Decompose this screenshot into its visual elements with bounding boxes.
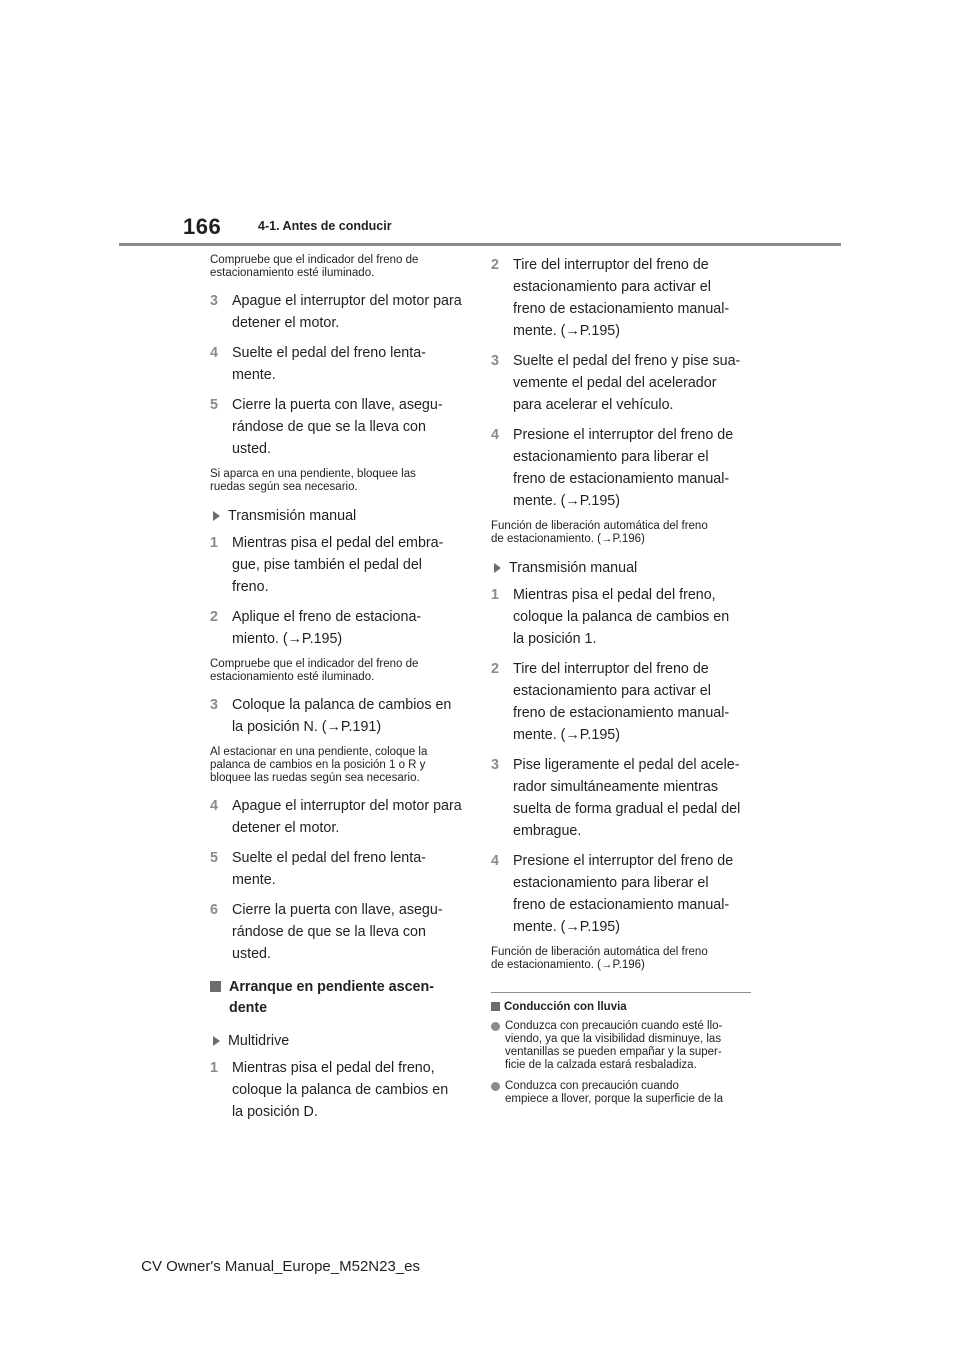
step: 2 Tire del interruptor del freno de estacionamiento para activar el freno de estacionamiento manual- mente. (→P.195) <box>491 658 751 746</box>
step: 2 Tire del interruptor del freno de estacionamiento para activar el freno de estacionamiento manual- mente. (→P.195) <box>491 254 751 342</box>
step-number: 5 <box>210 397 218 413</box>
step: 4 Apague el interruptor del motor para detener el motor. <box>210 795 472 839</box>
step: 5 Suelte el pedal del freno lenta- mente. <box>210 847 472 891</box>
step-number: 4 <box>210 345 218 361</box>
header-rule <box>119 243 841 246</box>
left-column <box>210 254 472 1131</box>
list-item: Conduzca con precaución cuando esté llo- viendo, ya que la visibilidad disminuye, las ventanillas se pueden empañar y la super- ficie de la calzada estará resbaladiza. <box>491 1020 751 1072</box>
section-title: 4-1. Antes de conducir <box>258 219 392 233</box>
step-number: 3 <box>210 697 218 713</box>
note: Compruebe que el indicador del freno de estacionamiento esté iluminado. <box>210 254 419 279</box>
triangle-bullet-icon <box>213 511 220 521</box>
step: 6 Cierre la puerta con llave, asegu- rándose de que se la lleva con usted. <box>210 899 472 965</box>
step: 5 Cierre la puerta con llave, asegu- rándose de que se la lleva con usted. <box>210 394 472 460</box>
note: Compruebe que el indicador del freno de estacionamiento esté iluminado. <box>210 658 419 683</box>
note: Al estacionar en una pendiente, coloque la palanca de cambios en la posición 1 o R y bloquee las ruedas según sea necesario. <box>210 746 428 784</box>
step: 4 Presione el interruptor del freno de estacionamiento para liberar el freno de estacionamiento manual- mente. (→P.195) <box>491 850 751 938</box>
circle-bullet-icon <box>491 1022 500 1031</box>
subsection-heading: Multidrive <box>210 1031 472 1051</box>
list-item: Conduzca con precaución cuando empiece a llover, porque la superficie de la <box>491 1080 751 1106</box>
triangle-bullet-icon <box>494 563 501 573</box>
triangle-bullet-icon <box>213 1036 220 1046</box>
step-number: 5 <box>210 850 218 866</box>
step: 3 Coloque la palanca de cambios en la posición N. (→P.191) <box>210 694 472 738</box>
step: 3 Suelte el pedal del freno y pise sua- vemente el pedal del acelerador para acelerar el vehículo. <box>491 350 751 416</box>
step-number: 4 <box>491 853 499 869</box>
subsection-heading: Transmisión manual <box>210 506 472 526</box>
note: Función de liberación automática del freno de estacionamiento. (→P.196) <box>491 520 708 545</box>
step-number: 1 <box>210 1060 218 1076</box>
step-number: 1 <box>491 587 499 603</box>
note: Función de liberación automática del freno de estacionamiento. (→P.196) <box>491 946 708 971</box>
step-number: 3 <box>210 293 218 309</box>
circle-bullet-icon <box>491 1082 500 1091</box>
step: 3 Pise ligeramente el pedal del acele- rador simultáneamente mientras suelta de forma gradual el pedal del embrague. <box>491 754 751 842</box>
step-number: 4 <box>491 427 499 443</box>
page-number: 166 <box>183 214 222 239</box>
footer-text: CV Owner's Manual_Europe_M52N23_es <box>141 1258 420 1275</box>
step: 1 Mientras pisa el pedal del embra- gue, pise también el pedal del freno. <box>210 532 472 598</box>
note: Si aparca en una pendiente, bloquee las ruedas según sea necesario. <box>210 468 416 493</box>
step-number: 4 <box>210 798 218 814</box>
caution-divider <box>491 992 751 993</box>
step: 4 Suelte el pedal del freno lenta- mente. <box>210 342 472 386</box>
step-number: 2 <box>491 661 499 677</box>
step: 2 Aplique el freno de estaciona- miento. (→P.195) <box>210 606 472 650</box>
step: 1 Mientras pisa el pedal del freno, coloque la palanca de cambios en la posición 1. <box>491 584 751 650</box>
section-heading: Arranque en pendiente ascen- dente <box>210 977 472 1019</box>
step-number: 3 <box>491 353 499 369</box>
right-column <box>491 254 751 1114</box>
step-number: 1 <box>210 535 218 551</box>
subsection-heading: Transmisión manual <box>491 558 751 578</box>
step-number: 3 <box>491 757 499 773</box>
square-bullet-icon <box>491 1002 500 1011</box>
step-number: 2 <box>491 257 499 273</box>
step-number: 2 <box>210 609 218 625</box>
step: 1 Mientras pisa el pedal del freno, coloque la palanca de cambios en la posición D. <box>210 1057 472 1123</box>
step-number: 6 <box>210 902 218 918</box>
caution-heading: Conducción con lluvia <box>491 1000 751 1014</box>
square-bullet-icon <box>210 981 221 992</box>
step: 4 Presione el interruptor del freno de estacionamiento para liberar el freno de estacionamiento manual- mente. (→P.195) <box>491 424 751 512</box>
step: 3 Apague el interruptor del motor para detener el motor. <box>210 290 472 334</box>
